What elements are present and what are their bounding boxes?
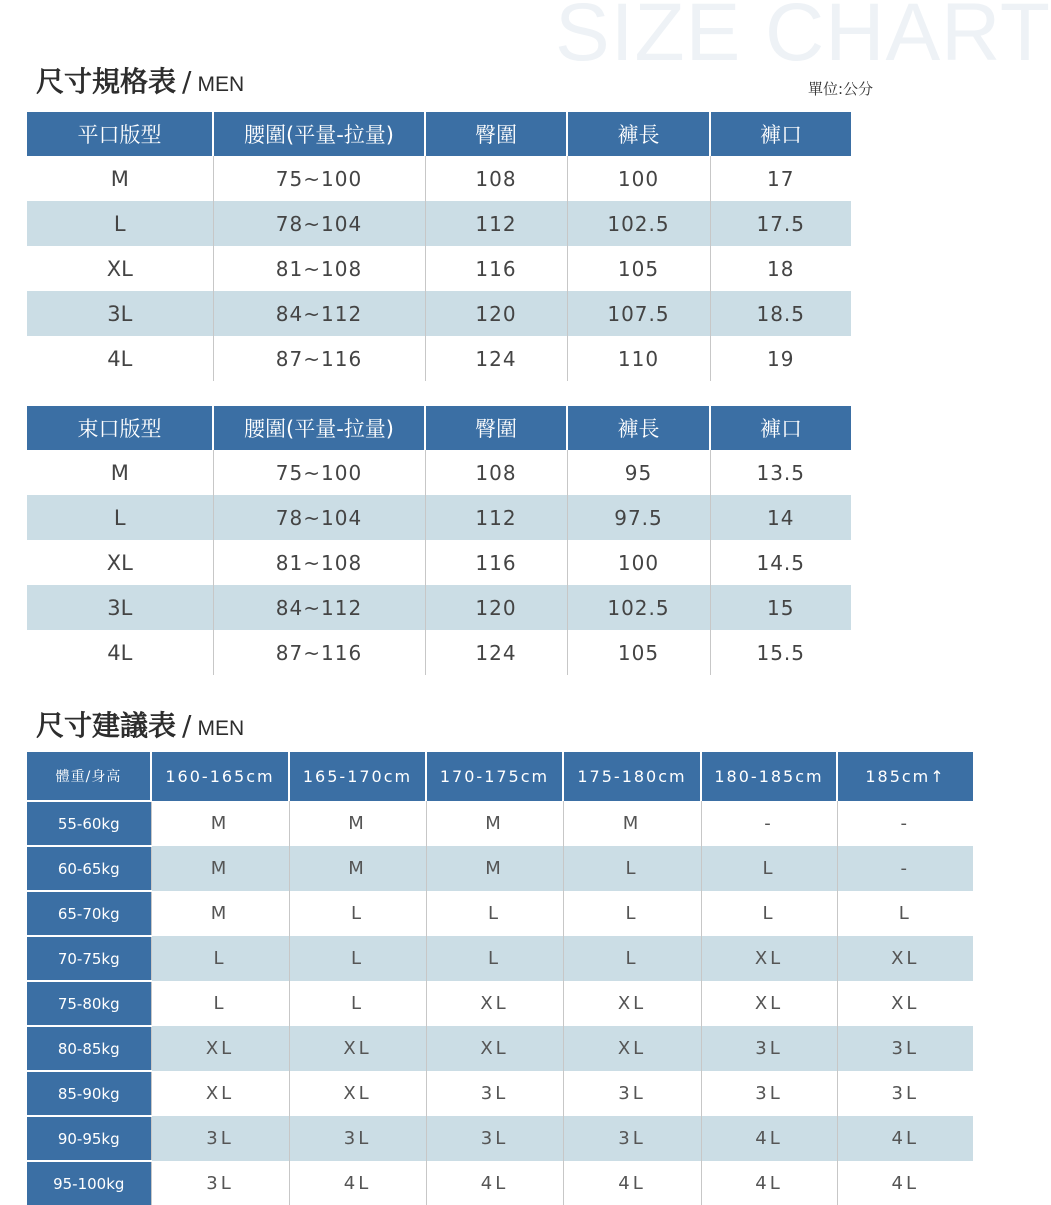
- table-cell: XL: [837, 981, 973, 1026]
- table-cell: 102.5: [567, 585, 710, 630]
- table-cell: 17.5: [710, 201, 851, 246]
- column-header: 褲長: [567, 406, 710, 450]
- recommend-table: [27, 752, 973, 1205]
- table-cell: 15: [710, 585, 851, 630]
- table-cell: L: [563, 846, 701, 891]
- table-cell: 120: [425, 291, 567, 336]
- spec-title: [36, 60, 244, 100]
- row-label-cell: 75-80kg: [27, 981, 151, 1026]
- table-cell: XL: [701, 936, 837, 981]
- table-cell: 116: [425, 246, 567, 291]
- table-cell: 105: [567, 246, 710, 291]
- table-cell: 3L: [426, 1116, 563, 1161]
- table-cell: 81~108: [213, 246, 425, 291]
- table-cell: 3L: [701, 1071, 837, 1116]
- table-cell: L: [289, 936, 426, 981]
- table-row: [27, 540, 851, 585]
- table-cell: M: [289, 801, 426, 846]
- column-header: 腰圍(平量-拉量): [213, 112, 425, 156]
- table-cell: 17: [710, 156, 851, 201]
- table-cell: L: [426, 936, 563, 981]
- column-header: 腰圍(平量-拉量): [213, 406, 425, 450]
- table-cell: M: [426, 801, 563, 846]
- table-row: [27, 495, 851, 540]
- table-row: [27, 336, 851, 381]
- row-label-cell: 4L: [107, 640, 133, 665]
- column-header: 185cm↑: [837, 752, 973, 801]
- table-cell: L: [426, 891, 563, 936]
- table-cell: 19: [710, 336, 851, 381]
- table-cell: 3L: [563, 1071, 701, 1116]
- table-cell: L: [701, 891, 837, 936]
- spec-subtitle: MEN: [197, 73, 245, 96]
- column-header: 175-180cm: [563, 752, 701, 801]
- row-label-cell: 95-100kg: [27, 1161, 151, 1205]
- recommend-title-text: 尺寸建議表: [36, 709, 177, 742]
- column-header: 臀圍: [425, 112, 567, 156]
- table-cell: L: [289, 981, 426, 1026]
- cuff-spec-table: [27, 406, 851, 675]
- table-cell: 3L: [151, 1161, 289, 1205]
- table-cell: XL: [426, 981, 563, 1026]
- table-cell: 13.5: [710, 450, 851, 495]
- table-cell: 3L: [289, 1116, 426, 1161]
- table-cell: XL: [563, 1026, 701, 1071]
- table-cell: 108: [425, 450, 567, 495]
- row-label-cell: L: [27, 201, 213, 246]
- row-label-cell: 70-75kg: [27, 936, 151, 981]
- table-row: [27, 801, 973, 846]
- table-cell: 4L: [837, 1116, 973, 1161]
- table-row: [27, 1116, 973, 1161]
- row-label-cell: 3L: [27, 291, 213, 336]
- table-cell: M: [151, 846, 289, 891]
- table-cell: XL: [837, 936, 973, 981]
- column-header: 體重/身高: [27, 752, 151, 801]
- table-cell: L: [151, 981, 289, 1026]
- table-cell: M: [289, 846, 426, 891]
- table-cell: 100: [567, 540, 710, 585]
- table-cell: 87~116: [213, 630, 425, 675]
- row-label-cell: 4L: [107, 346, 133, 371]
- table-cell: XL: [151, 1071, 289, 1116]
- table-cell: 3L: [563, 1116, 701, 1161]
- table-cell: 14: [710, 495, 851, 540]
- table-cell: L: [151, 936, 289, 981]
- table-row: [27, 246, 851, 291]
- table-cell: L: [701, 846, 837, 891]
- row-label-cell: XL: [106, 550, 133, 575]
- table-row: [27, 450, 851, 495]
- table-cell: 110: [567, 336, 710, 381]
- table-cell: L: [837, 891, 973, 936]
- table-cell: 78~104: [213, 495, 425, 540]
- table-cell: M: [563, 801, 701, 846]
- table-cell: 107.5: [567, 291, 710, 336]
- table-cell: 100: [567, 156, 710, 201]
- row-label-cell: 55-60kg: [27, 801, 151, 846]
- table-cell: -: [837, 846, 973, 891]
- table-cell: 87~116: [213, 336, 425, 381]
- table-cell: 120: [425, 585, 567, 630]
- row-label-cell: 60-65kg: [27, 846, 151, 891]
- table-row: [27, 291, 851, 336]
- table-cell: -: [837, 801, 973, 846]
- table-cell: 81~108: [213, 540, 425, 585]
- table-cell: 108: [425, 156, 567, 201]
- column-header: 臀圍: [425, 406, 567, 450]
- table-cell: 18.5: [710, 291, 851, 336]
- row-label-cell: M: [110, 460, 129, 485]
- table-cell: 4L: [289, 1161, 426, 1205]
- table-cell: 75~100: [213, 156, 425, 201]
- column-header: 180-185cm: [701, 752, 837, 801]
- table-row: [27, 1161, 973, 1205]
- row-label-cell: 80-85kg: [27, 1026, 151, 1071]
- column-header: 褲長: [567, 112, 710, 156]
- table-cell: 112: [425, 495, 567, 540]
- row-label-cell: M: [110, 166, 129, 191]
- table-cell: 18: [710, 246, 851, 291]
- table-cell: 95: [567, 450, 710, 495]
- column-header: 170-175cm: [426, 752, 563, 801]
- table-cell: 4L: [701, 1161, 837, 1205]
- recommend-title: [36, 704, 244, 744]
- table-cell: XL: [701, 981, 837, 1026]
- table-cell: M: [151, 801, 289, 846]
- table-cell: L: [563, 936, 701, 981]
- column-header: 165-170cm: [289, 752, 426, 801]
- column-header: 160-165cm: [151, 752, 289, 801]
- table-cell: 3L: [837, 1071, 973, 1116]
- column-header: 褲口: [710, 406, 851, 450]
- table-cell: 4L: [426, 1161, 563, 1205]
- recommend-subtitle: MEN: [197, 717, 245, 740]
- table-cell: 4L: [563, 1161, 701, 1205]
- spec-title-text: 尺寸規格表: [36, 65, 177, 98]
- column-header: 褲口: [710, 112, 851, 156]
- table-cell: 4L: [837, 1161, 973, 1205]
- spec-title-slash: /: [182, 65, 192, 98]
- table-cell: 84~112: [213, 585, 425, 630]
- table-cell: 3L: [151, 1116, 289, 1161]
- table-cell: 112: [425, 201, 567, 246]
- table-row: [27, 891, 973, 936]
- table-row: [27, 981, 973, 1026]
- table-cell: 3L: [837, 1026, 973, 1071]
- table-cell: 124: [425, 630, 567, 675]
- table-cell: L: [563, 891, 701, 936]
- table-row: [27, 585, 851, 630]
- table-cell: 3L: [701, 1026, 837, 1071]
- table-cell: L: [289, 891, 426, 936]
- table-cell: 3L: [426, 1071, 563, 1116]
- table-row: [27, 936, 973, 981]
- row-label-cell: 90-95kg: [27, 1116, 151, 1161]
- table-cell: M: [151, 891, 289, 936]
- table-cell: XL: [563, 981, 701, 1026]
- row-label-cell: L: [27, 495, 213, 540]
- table-row: [27, 1071, 973, 1116]
- table-row: [27, 630, 851, 675]
- table-cell: M: [426, 846, 563, 891]
- table-cell: -: [701, 801, 837, 846]
- table-row: [27, 846, 973, 891]
- table-cell: 14.5: [710, 540, 851, 585]
- table-cell: 124: [425, 336, 567, 381]
- recommend-title-slash: /: [182, 709, 192, 742]
- table-cell: XL: [289, 1071, 426, 1116]
- table-cell: 97.5: [567, 495, 710, 540]
- row-label-cell: XL: [106, 256, 133, 281]
- table-cell: 116: [425, 540, 567, 585]
- table-cell: XL: [151, 1026, 289, 1071]
- table-row: [27, 201, 851, 246]
- table-cell: XL: [289, 1026, 426, 1071]
- table-row: [27, 156, 851, 201]
- unit-label: 單位:公分: [808, 80, 874, 98]
- column-header: 平口版型: [27, 112, 213, 156]
- size-chart-watermark: SIZE CHART: [555, 0, 1051, 78]
- table-cell: 102.5: [567, 201, 710, 246]
- table-cell: 78~104: [213, 201, 425, 246]
- column-header: 束口版型: [27, 406, 213, 450]
- row-label-cell: 85-90kg: [27, 1071, 151, 1116]
- table-cell: 84~112: [213, 291, 425, 336]
- table-cell: 75~100: [213, 450, 425, 495]
- table-row: [27, 1026, 973, 1071]
- table-cell: 105: [567, 630, 710, 675]
- row-label-cell: 3L: [27, 585, 213, 630]
- row-label-cell: 65-70kg: [27, 891, 151, 936]
- table-cell: 4L: [701, 1116, 837, 1161]
- flat-spec-table: [27, 112, 851, 381]
- table-cell: XL: [426, 1026, 563, 1071]
- table-cell: 15.5: [710, 630, 851, 675]
